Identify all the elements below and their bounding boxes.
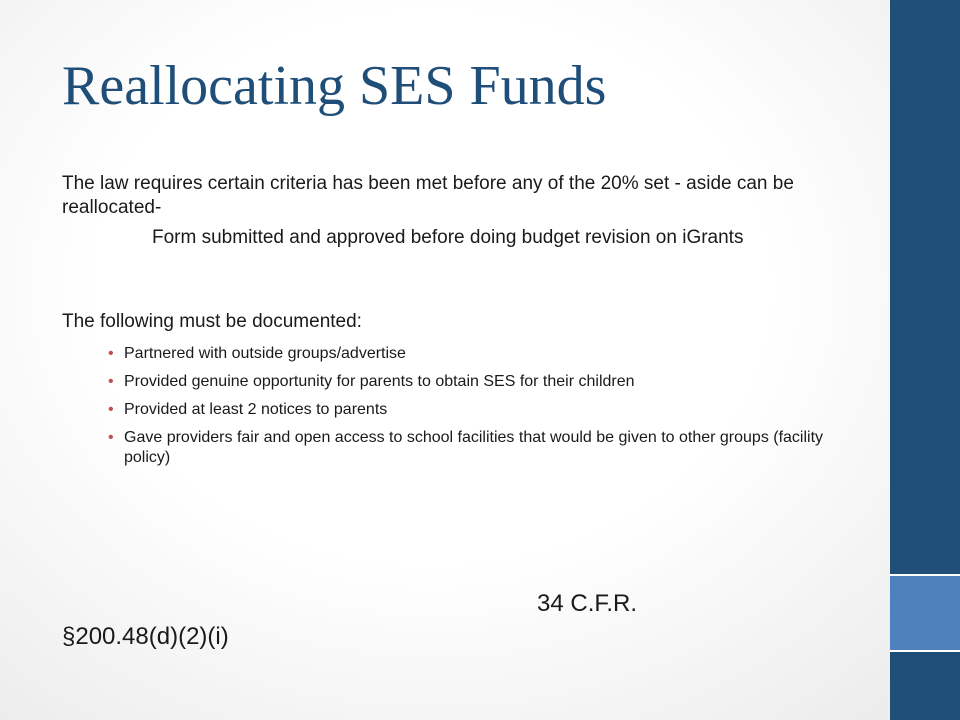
bullet-dot-icon: • (108, 429, 114, 446)
list-item (108, 400, 852, 420)
bullet-text: Gave providers fair and open access to school facilities that would be given to other groups (facility policy) (124, 429, 824, 466)
slide-title: Reallocating SES Funds (62, 55, 607, 117)
bullet-text: Partnered with outside groups/advertise (124, 345, 406, 362)
bullet-text: Provided at least 2 notices to parents (124, 401, 388, 418)
documented-heading: The following must be documented: (62, 311, 362, 332)
citation-part1: 34 C.F.R. (537, 590, 638, 617)
bullet-list (62, 344, 852, 468)
side-bar-accent (890, 576, 960, 650)
slide-body (62, 172, 852, 476)
intro-paragraph: The law requires certain criteria has been met before any of the 20% set - aside can be reallocated- (62, 173, 794, 218)
list-item (108, 428, 852, 468)
bullet-text: Provided genuine opportunity for parents to obtain SES for their children (124, 373, 635, 390)
bullet-dot-icon: • (108, 345, 114, 362)
bullet-dot-icon: • (108, 401, 114, 418)
side-bar-divider (890, 650, 960, 652)
citation-part2: §200.48(d)(2)(i) (62, 623, 229, 650)
list-item (108, 344, 852, 364)
bullet-dot-icon: • (108, 373, 114, 390)
indented-note: Form submitted and approved before doing budget revision on iGrants (152, 227, 744, 248)
list-item (108, 372, 852, 392)
